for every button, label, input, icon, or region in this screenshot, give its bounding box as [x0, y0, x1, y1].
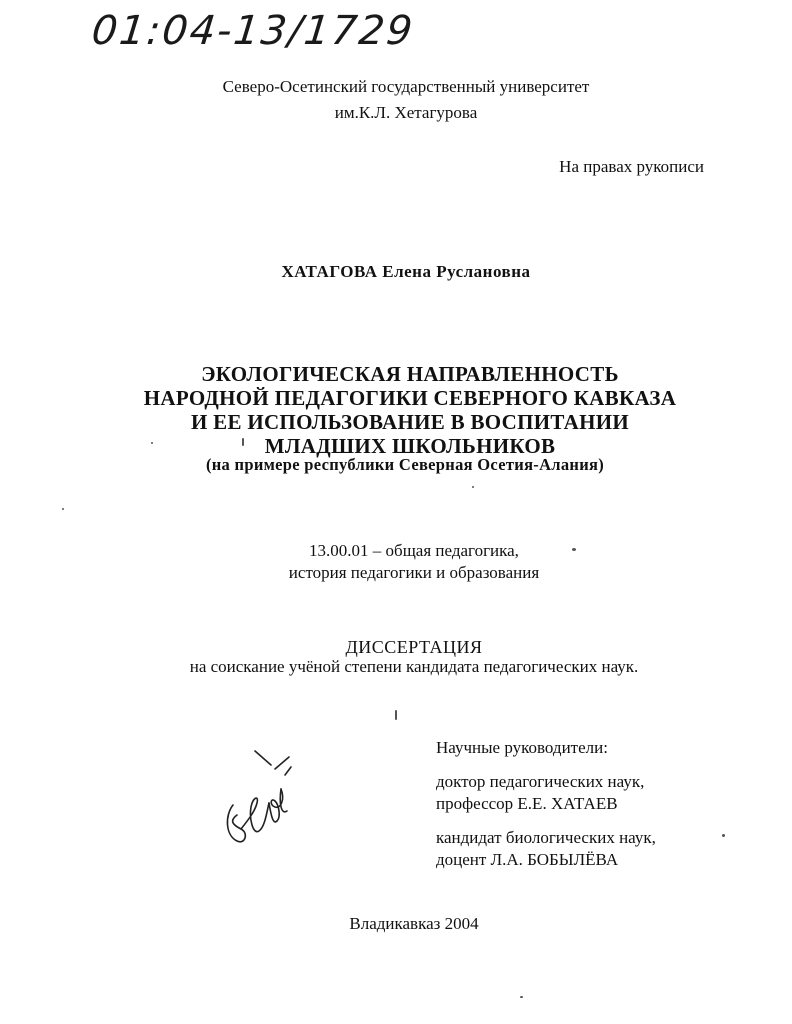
specialty-line: 13.00.01 – общая педагогика,	[309, 541, 519, 560]
spacer	[436, 815, 656, 827]
university-header	[0, 74, 792, 126]
specialty-code	[0, 540, 792, 584]
scan-speck	[62, 508, 64, 510]
manuscript-rights-note: На правах рукописи	[559, 157, 704, 176]
specialty-line: история педагогики и образования	[288, 563, 540, 582]
title-line: МЛАДШИХ ШКОЛЬНИКОВ	[264, 434, 556, 458]
title-line: ЭКОЛОГИЧЕСКАЯ НАПРАВЛЕННОСТЬ	[201, 362, 619, 386]
scan-speck	[572, 548, 576, 551]
supervisor-title: кандидат биологических наук,	[436, 828, 656, 847]
scan-speck	[520, 996, 523, 998]
city-and-year: Владикавказ 2004	[349, 914, 479, 933]
title-line: И ЕЕ ИСПОЛЬЗОВАНИЕ В ВОСПИТАНИИ	[190, 410, 629, 434]
handwritten-signature	[215, 745, 305, 855]
supervisors-block	[436, 737, 656, 871]
scan-speck	[242, 438, 244, 446]
author-name: ХАТАГОВА Елена Руслановна	[281, 262, 531, 281]
scan-speck	[151, 442, 153, 444]
dissertation-subtitle: (на примере республики Северная Осетия-Алания)	[205, 455, 605, 474]
supervisors-heading: Научные руководители:	[436, 738, 608, 757]
handwritten-archive-number: 01:04-13/1729	[89, 8, 417, 54]
supervisor-name: профессор Е.Е. ХАТАЕВ	[436, 794, 618, 813]
university-named-after: им.К.Л. Хетагурова	[334, 103, 478, 122]
supervisor-title: доктор педагогических наук,	[436, 772, 645, 791]
university-name: Северо-Осетинский государственный университет	[222, 77, 590, 96]
document-type-label: ДИССЕРТАЦИЯ	[345, 637, 483, 657]
spacer	[436, 759, 656, 771]
degree-description: на соискание учёной степени кандидата педагогических наук.	[189, 657, 639, 676]
dissertation-title	[0, 362, 792, 458]
scan-speck	[722, 834, 725, 837]
scan-speck	[472, 486, 474, 488]
scan-speck	[395, 710, 397, 720]
supervisor-name: доцент Л.А. БОБЫЛЁВА	[436, 850, 619, 869]
title-line: НАРОДНОЙ ПЕДАГОГИКИ СЕВЕРНОГО КАВКАЗА	[143, 386, 677, 410]
